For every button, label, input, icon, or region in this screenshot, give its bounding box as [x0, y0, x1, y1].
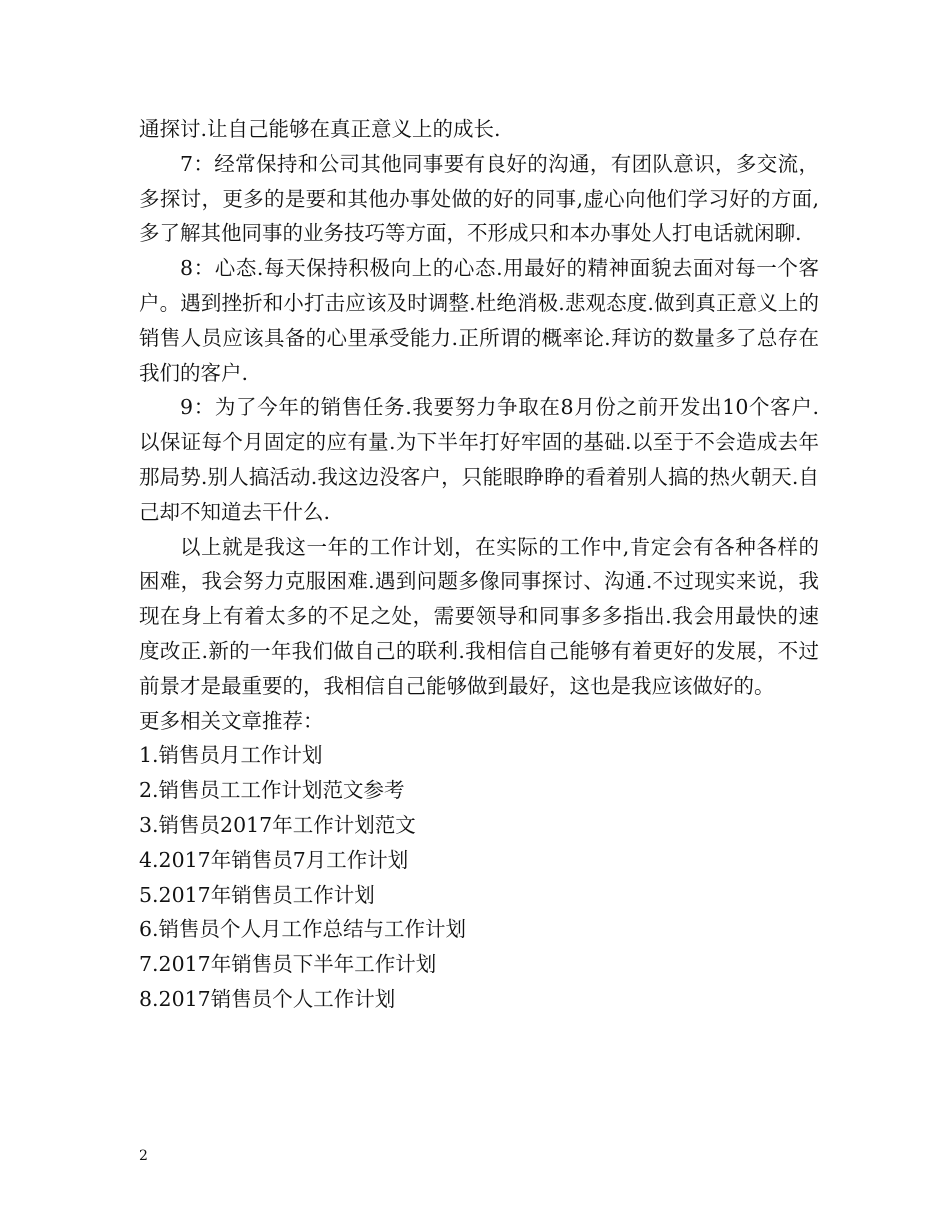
page-number: 2	[139, 1148, 148, 1164]
related-articles-heading: 更多相关文章推荐：	[139, 708, 324, 733]
related-article-link[interactable]: 5.2017年销售员工作计划	[139, 882, 375, 907]
paragraph-item-9: 9：为了今年的销售任务.我要努力争取在8月份之前开发出10个客户.以保证每个月固定的应有量.为下半年打好牢固的基础.以至于不会造成去年那局势.别人搞活动.我这边没客户，只能眼睁睁的看着别人搞的热火朝天.自己却不知道去干什么.	[139, 395, 819, 524]
related-article-link[interactable]: 8.2017销售员个人工作计划	[139, 986, 396, 1011]
paragraph-item-8: 8：心态.每天保持积极向上的心态.用最好的精神面貌去面对每一个客户。遇到挫折和小打击应该及时调整.杜绝消极.悲观态度.做到真正意义上的销售人员应该具备的心里承受能力.正所谓的概率论.拜访的数量多了总存在我们的客户.	[139, 256, 819, 385]
related-article-link[interactable]: 2.销售员工工作计划范文参考	[139, 778, 405, 803]
related-article-link[interactable]: 4.2017年销售员7月工作计划	[139, 847, 409, 872]
related-article-link[interactable]: 7.2017年销售员下半年工作计划	[139, 952, 437, 977]
related-article-link[interactable]: 3.销售员2017年工作计划范文	[139, 812, 416, 837]
related-article-link[interactable]: 6.销售员个人月工作总结与工作计划	[139, 917, 467, 942]
related-article-link[interactable]: 1.销售员月工作计划	[139, 743, 323, 768]
paragraph-continuation: 通探讨.让自己能够在真正意义上的成长.	[139, 117, 501, 141]
paragraph-conclusion: 以上就是我这一年的工作计划，在实际的工作中,肯定会有各种各样的困难，我会努力克服困难.遇到问题多像同事探讨、沟通.不过现实来说，我现在身上有着太多的不足之处，需要领导和同事多多指出.我会用最快的速度改正.新的一年我们做自己的联利.我相信自己能够有着更好的发展，不过前景才是最重要的，我相信自己能够做到最好，这也是我应该做好的。	[139, 534, 819, 698]
document-body	[139, 112, 819, 1017]
paragraph-item-7: 7：经常保持和公司其他同事要有良好的沟通，有团队意识，多交流，多探讨，更多的是要和其他办事处做的好的同事,虚心向他们学习好的方面,多了解其他同事的业务技巧等方面，不形成只和本办事处人打电话就闲聊.	[139, 151, 819, 246]
